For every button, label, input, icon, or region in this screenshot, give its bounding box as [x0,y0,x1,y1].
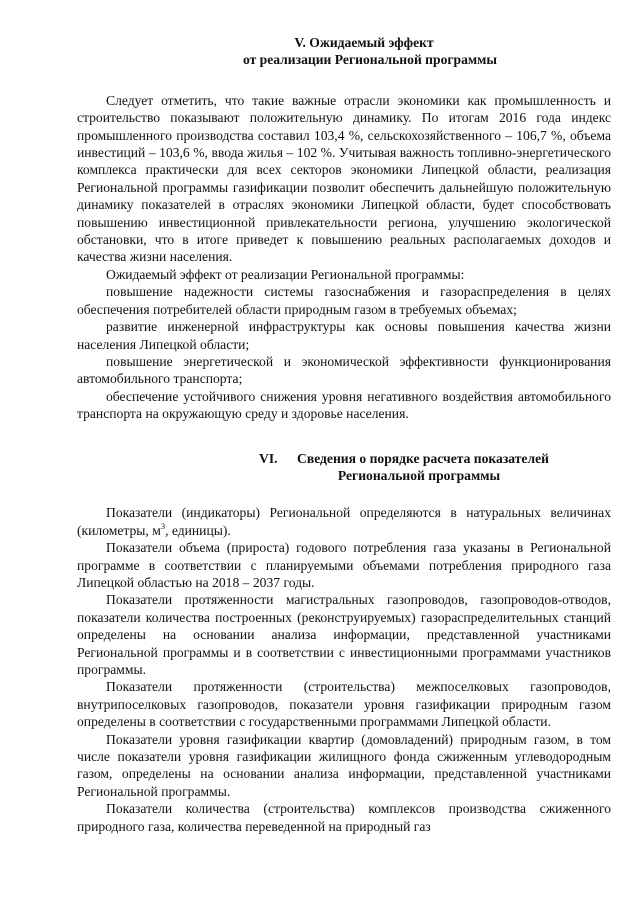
section-6-title-line-1 [77,450,611,467]
cubic-superscript: 3 [160,520,166,531]
section-6-paragraph: Показатели объема (прироста) годового потребления газа указаны в Региональной программе в соответствии с планируемыми объемами потребления природного газа Липецкой областью на 2018 – 2037 годы. [77,540,611,590]
section-5-paragraph: Ожидаемый эффект от реализации Региональной программы: [106,266,465,282]
section-5-list-item: повышение надежности системы газоснабжения и газораспределения в целях обеспечения потребителей области природным газом в требуемых объемах; [77,284,611,317]
section-5-paragraph: Следует отметить, что такие важные отрасли экономики как промышленность и строительство показывают положительную динамику. По итогам 2016 года индекс промышленного производства составил 103,4 %, сельскохозяйственного – 106,7 %, объема инвестиций – 103,6 %, ввода жилья – 102 %. Учитывая важность топливно-энергетического комплекса практически для всех секторов экономики Липецкой области, реализация Региональной программы газификации позволит обеспечить дальнейшую положительную динамику показателей в отраслях экономики Липецкой области, будет способствовать повышению инвестиционной привлекательности региона, улучшению экологической обстановки, что в итоге приведет к повышению реальных располагаемых доходов и качества жизни населения. [77,92,611,265]
section-5-title-line-1: V. Ожидаемый эффект [294,35,434,50]
document-page [77,34,611,835]
section-5-heading [77,34,611,69]
section-6-paragraph: Показатели протяженности магистральных газопроводов, газопроводов-отводов, показатели количества построенных (реконструируемых) газораспределительных станций определены на основании анализа информации, представленной участниками Региональной программы и в соответствии с инвестиционными программами участников программы. [77,592,611,677]
section-6-title-line-2: Региональной программы [337,467,501,483]
section-6-paragraph [77,504,611,539]
section-5-list-item: развитие инженерной инфраструктуры как основы повышения качества жизни населения Липецкой области; [77,319,611,352]
section-5-list-item: обеспечение устойчивого снижения уровня негативного воздействия автомобильного транспорта на окружающую среду и здоровье населения. [77,388,611,422]
section-5-title-line-2: от реализации Региональной программы [242,52,498,68]
section-6-paragraph: Показатели количества (строительства) комплексов производства сжиженного природного газа, количества переведенной на природный газ [77,801,611,834]
section-6-heading [77,450,611,485]
section-6-p1-text: Показатели (индикаторы) Региональной определяются в натуральных величинах (километры, м [77,505,611,538]
section-6-title-text: Сведения о порядке расчета показателей [297,450,549,466]
section-5-list-item: повышение энергетической и экономической эффективности функционирования автомобильного транспорта; [77,353,611,387]
section-6-paragraph: Показатели уровня газификации квартир (домовладений) природным газом, в том числе показатели уровня газификации жилищного фонда сжиженным углеводородным газом, определены на основании анализа информации, представленной участниками Региональной программы. [77,731,611,799]
section-6-p1-tail: , единицы). [165,522,231,538]
section-6-number: VI. [259,450,278,466]
section-6-paragraph: Показатели протяженности (строительства) межпоселковых газопроводов, внутрипоселковых газопроводов, показатели уровня газификации природным газом определены в соответствии с государственными программами Липецкой области. [77,679,611,730]
